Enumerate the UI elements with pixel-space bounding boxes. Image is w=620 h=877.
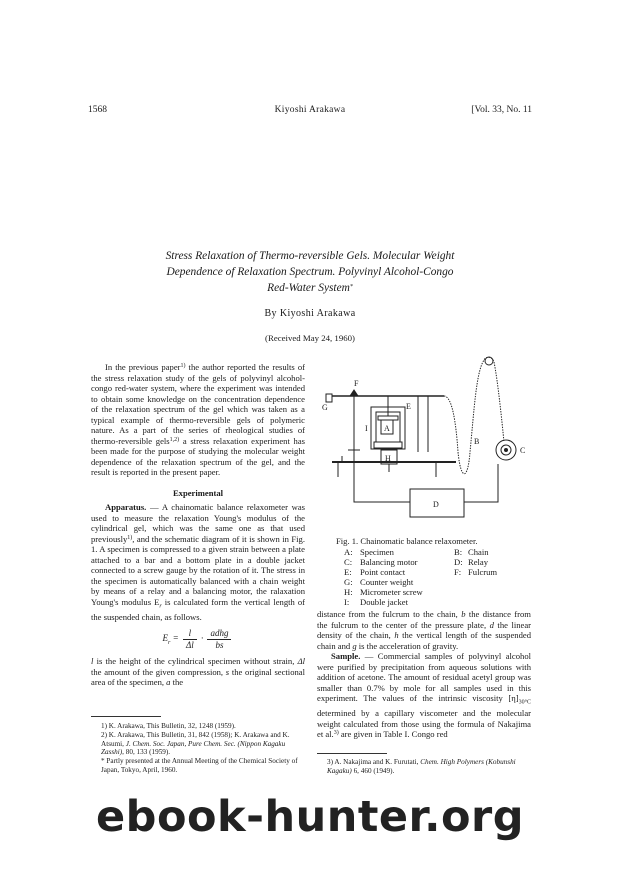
watermark: ebook-hunter.org xyxy=(96,792,524,842)
running-header xyxy=(88,105,532,119)
footnotes-right xyxy=(317,758,531,776)
legend-desc xyxy=(468,597,528,607)
legend-key: D: xyxy=(454,556,463,567)
legend-key: H: xyxy=(344,586,353,597)
legend-key: G: xyxy=(344,576,353,587)
title-line-1: Stress Relaxation of Thermo-reversible Gels. Molecular Weight xyxy=(165,250,455,262)
footnotes-left xyxy=(91,722,305,775)
footnote-rule-right xyxy=(317,753,387,754)
sample-heading: Sample. xyxy=(331,651,361,661)
intro-paragraph: In the previous paper$^{1)}$ the author reported the results of the stress relaxation study of the gels of polyvinyl alcohol-congo red-water system, where the experiment was intended to obtain some knowledge on the concentration dependence of the relaxation spectrum of the gel which was taken as a typical example of thermo-reversible gels of polymeric nature. As a part of the series of rheological studies of thermo-reversible gels$^{1,2)}$ a stress relaxation experiment has been made for the purpose of studying the molecular weight dependence of the relaxation spectrum of the gel, and the result is reported in the present paper. xyxy=(91,362,305,477)
footnote-star: * Partly presented at the Annual Meeting of the Chemical Society of Japan, Tokyo, April, 1960. xyxy=(101,757,298,774)
label-I: I xyxy=(365,424,368,433)
legend-key: E: xyxy=(344,566,352,577)
label-F: F xyxy=(354,379,359,388)
counter-weight xyxy=(326,394,332,402)
header-author: Kiyoshi Arakawa xyxy=(274,105,346,115)
title-line-3: Red-Water System xyxy=(267,282,350,294)
section-heading-experimental: Experimental xyxy=(172,487,224,498)
legend-desc: Relay xyxy=(468,556,489,567)
legend-key: A: xyxy=(344,546,353,557)
legend-desc: Chain xyxy=(468,546,489,557)
legend-row xyxy=(344,577,528,587)
label-C: C xyxy=(520,446,526,455)
legend-desc: Balancing motor xyxy=(360,556,418,567)
fulcrum-icon xyxy=(350,390,358,396)
legend-row xyxy=(344,557,528,567)
label-H: H xyxy=(385,454,391,463)
footnote-3: 3) A. Nakajima and K. Furutati, Chem. High Polymers (Kobunshi Kagaku) 6, 460 (1949). xyxy=(327,758,516,775)
legend-key: C: xyxy=(344,556,353,567)
legend-row xyxy=(344,547,528,557)
wire-left xyxy=(354,450,410,502)
formula-explanation: l is the height of the cylindrical specimen without strain, Δl the amount of the given compression, s the original sectional area of the specimen, a the xyxy=(91,656,305,688)
footnote-1: 1) K. Arakawa, This Bulletin, 32, 1248 (1959). xyxy=(101,722,236,730)
legend-desc: Micrometer screw xyxy=(360,586,423,597)
legend-row xyxy=(344,567,528,577)
article-title xyxy=(100,248,520,296)
title-footnote-mark: * xyxy=(349,284,353,290)
figure-caption-title: Fig. 1. Chainomatic balance relaxometer. xyxy=(336,536,478,546)
byline: By Kiyoshi Arakawa xyxy=(264,308,356,319)
label-B: B xyxy=(474,437,480,446)
figure-1-caption xyxy=(336,536,532,607)
legend-key: I: xyxy=(344,596,350,607)
header-volume: [Vol. 33, No. 11 xyxy=(471,105,532,115)
legend-desc: Fulcrum xyxy=(468,566,498,577)
footnote-rule-left xyxy=(91,716,161,717)
relaxation-modulus-formula: $E_r$ = $\frac{l}{\Delta l}$ · $\frac{\text{adhg}}{bs}$ xyxy=(91,628,305,650)
legend-key: F: xyxy=(454,566,462,577)
figure-1-diagram xyxy=(318,352,534,534)
legend-key: B: xyxy=(454,546,463,557)
label-E: E xyxy=(406,402,411,411)
legend-key xyxy=(454,577,468,587)
left-column xyxy=(91,362,305,688)
received-date: (Received May 24, 1960) xyxy=(265,333,355,343)
legend-desc: Counter weight xyxy=(360,576,414,587)
title-line-2: Dependence of Relaxation Spectrum. Polyvinyl Alcohol-Congo xyxy=(166,266,454,278)
legend-desc: Point contact xyxy=(360,566,406,577)
legend-key xyxy=(454,587,468,597)
wire-right xyxy=(464,464,498,502)
legend-desc: Specimen xyxy=(360,546,394,557)
page-number: 1568 xyxy=(88,105,107,115)
label-G: G xyxy=(322,403,328,412)
legend-desc: Double jacket xyxy=(360,596,408,607)
label-D: D xyxy=(433,500,439,509)
right-column xyxy=(317,609,531,740)
legend-row xyxy=(344,587,528,597)
figure-legend xyxy=(344,547,528,607)
legend-row xyxy=(344,597,528,607)
label-A: A xyxy=(384,424,390,433)
legend-desc xyxy=(468,577,528,587)
footnote-2: 2) K. Arakawa, This Bulletin, 31, 842 (1958); K. Arakawa and K. Atsumi, J. Chem. Soc. Japan, Pure Chem. Sec. (Nippon Kagaku Zasshi), 80, 133 (1959). xyxy=(101,730,290,757)
apparatus-paragraph: Apparatus. — A chainomatic balance relaxometer was used to measure the relaxation Young's modulus of the cylindrical gel, which was the same one as that used previously$^{1)}$, and the schematic diagram of it is shown in Fig. 1. A specimen is compressed to a given strain between a plate attached to a bar and a bottom plate in a double jacket connected to a screw gauge by the rotation of it. The stress in the specimen is automatically balanced with a chain weight by means of a relay and a balancing motor, the ralaxation Young's modulus $E_r$ is calculated form the vertical length of the suspended chain, as follows. xyxy=(91,502,305,622)
legend-desc xyxy=(468,587,528,597)
legend-key xyxy=(454,597,468,607)
sample-paragraph: Sample. — Commercial samples of polyvinyl alcohol were purified by precipitation from aqueous solutions with addition of acetone. The amount of residual acetyl group was smaller than 0.7% by mole for all samples used in this experiment. The values of the intrinsic viscosity $[\eta]_{30^\circ C}$ determined by a capillary viscometer and the molecular weight calculated from those using the formula of Nakajima et al.$^{3)}$ are given in Table I. Congo red xyxy=(317,651,531,740)
apparatus-heading: Apparatus. xyxy=(105,502,147,512)
chain xyxy=(444,357,504,474)
continuation-paragraph: distance from the fulcrum to the chain, b the distance from the fulcrum to the center of the pressure plate, d the linear density of the chain, h the vertical length of the suspended chain and g is the acceleration of gravity. xyxy=(317,609,532,651)
